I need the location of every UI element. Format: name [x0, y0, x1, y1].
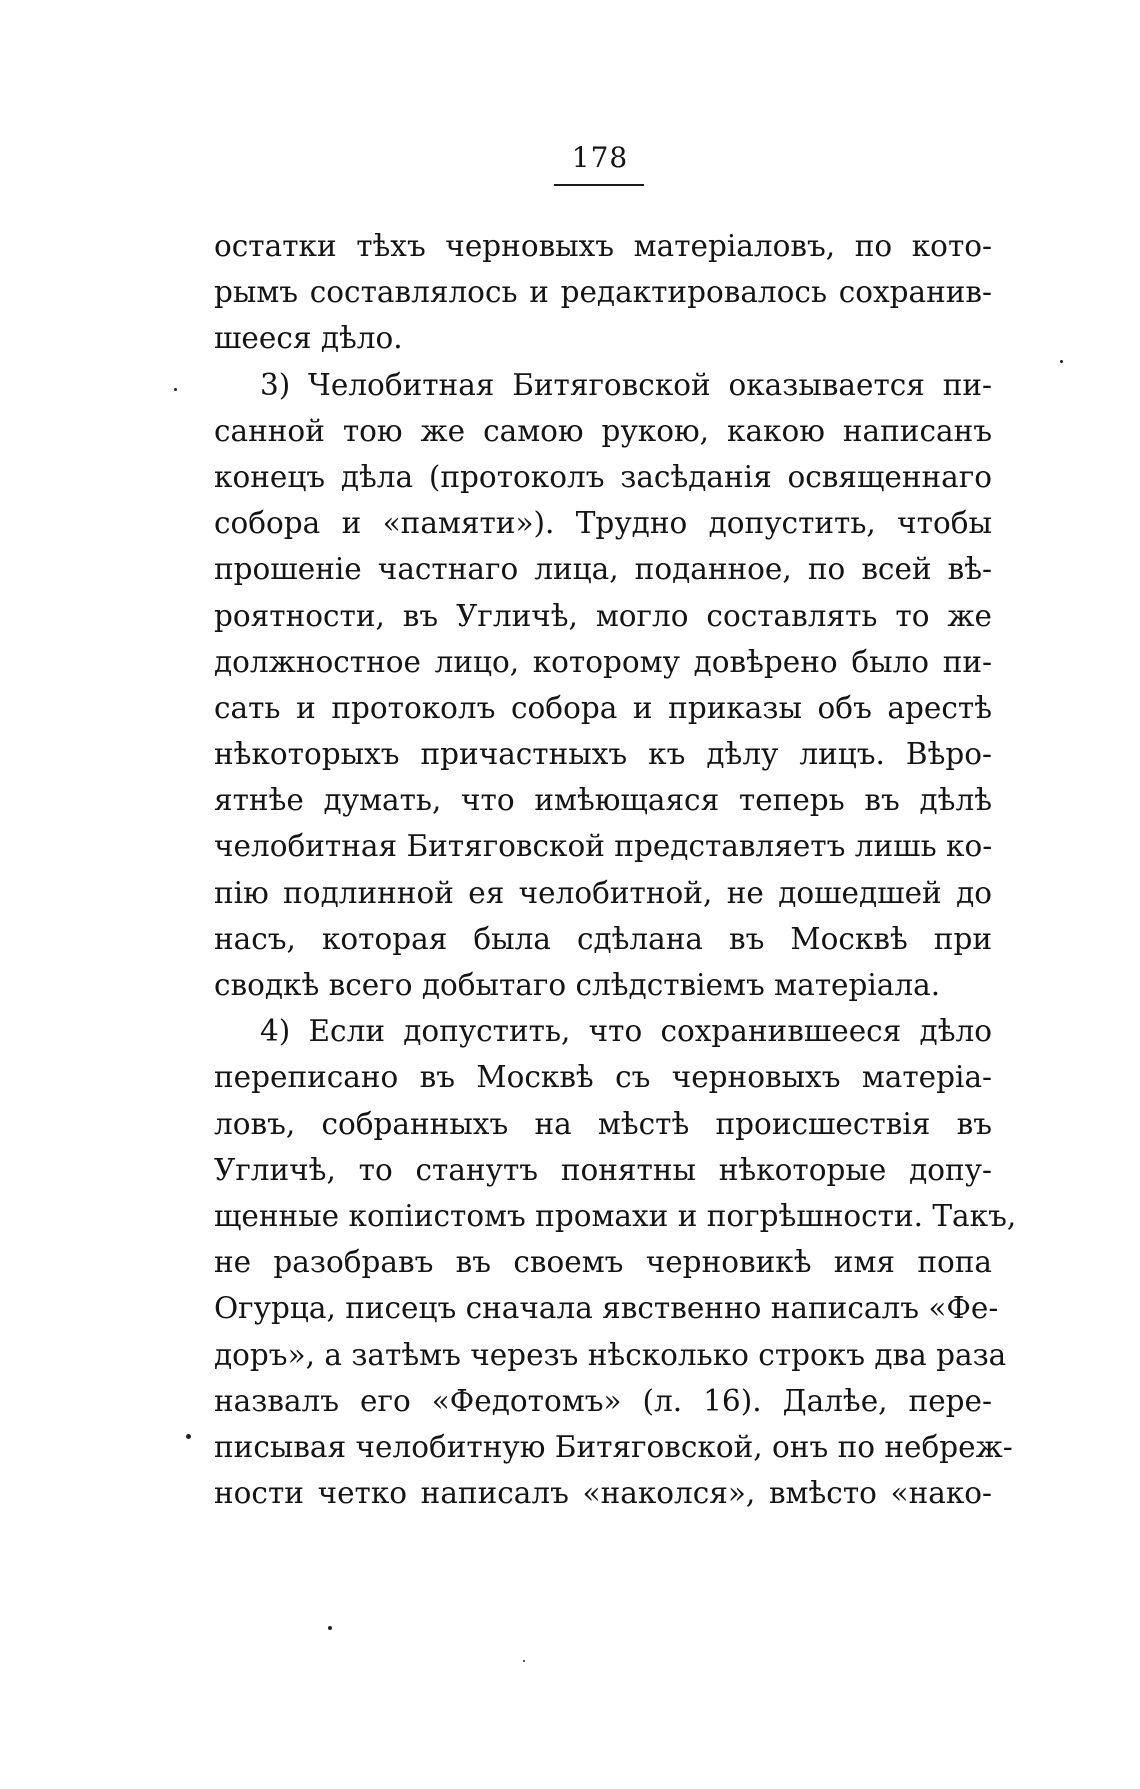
text-line: рымъ составлялось и редактировалось сохранив- — [214, 275, 992, 310]
text-line: роятности, въ Угличѣ, могло составлять то же — [214, 598, 992, 633]
text-line: пію подлинной ея челобитной, не дошедшей до — [214, 875, 992, 910]
scan-speck — [328, 1626, 332, 1630]
header-rule — [554, 184, 644, 186]
text-line: сводкѣ всего добытаго слѣдствіемъ матеріала. — [214, 968, 941, 1002]
text-line: сать и протоколъ собора и приказы объ арестѣ — [214, 690, 992, 725]
text-line: прошеніе частнаго лица, поданное, по всей вѣ- — [214, 552, 992, 587]
text-line: насъ, которая была сдѣлана въ Москвѣ при — [214, 921, 992, 956]
scan-speck — [186, 1434, 191, 1439]
text-line: писывая челобитную Битяговской, онъ по небреж- — [214, 1429, 1013, 1464]
text-line: санной тою же самою рукою, какою написанъ — [214, 413, 992, 448]
text-line: ловъ, собранныхъ на мѣстѣ происшествія въ — [214, 1106, 992, 1141]
text-line: шееся дѣло. — [214, 321, 403, 356]
text-line: переписано въ Москвѣ съ черновыхъ матеріа- — [214, 1060, 992, 1095]
text-line: конецъ дѣла (протоколъ засѣданія освященнаго — [214, 459, 992, 494]
paragraph-start-4: 4) Если допустить, что сохранившееся дѣло — [260, 1014, 992, 1049]
text-line: Огурца, писецъ сначала явственно написалъ «Фе- — [214, 1291, 999, 1326]
text-line: не разобравъ въ своемъ черновикѣ имя попа — [214, 1245, 992, 1280]
scan-speck — [523, 1660, 525, 1662]
text-line: челобитная Битяговской представляетъ лишь ко- — [214, 829, 993, 864]
paragraph-start-3: 3) Челобитная Битяговской оказывается пи- — [260, 367, 992, 402]
text-line: собора и «памяти»). Трудно допустить, чтобы — [214, 506, 992, 541]
scan-speck — [174, 388, 177, 391]
text-line: нѣкоторыхъ причастныхъ къ дѣлу лицъ. Вѣро- — [214, 737, 992, 772]
text-line: ности четко написалъ «наколся», вмѣсто «нако- — [214, 1476, 992, 1511]
text-line: остатки тѣхъ черновыхъ матеріаловъ, по кото- — [214, 229, 992, 263]
page-number: 178 — [571, 141, 629, 174]
text-line: ятнѣе думать, что имѣющаяся теперь въ дѣлѣ — [214, 783, 992, 818]
text-line: должностное лицо, которому довѣрено было пи- — [214, 644, 992, 679]
text-line: доръ», а затѣмъ черезъ нѣсколько строкъ два раза — [214, 1337, 1007, 1372]
body-text — [214, 223, 1017, 1516]
scan-speck — [1060, 360, 1063, 363]
text-line: Угличѣ, то станутъ понятны нѣкоторые допу- — [214, 1152, 992, 1187]
text-line: щенные копiистомъ промахи и погрѣшности. Такъ, — [214, 1198, 1017, 1233]
text-line: назвалъ его «Федотомъ» (л. 16). Далѣе, пере- — [214, 1383, 992, 1418]
